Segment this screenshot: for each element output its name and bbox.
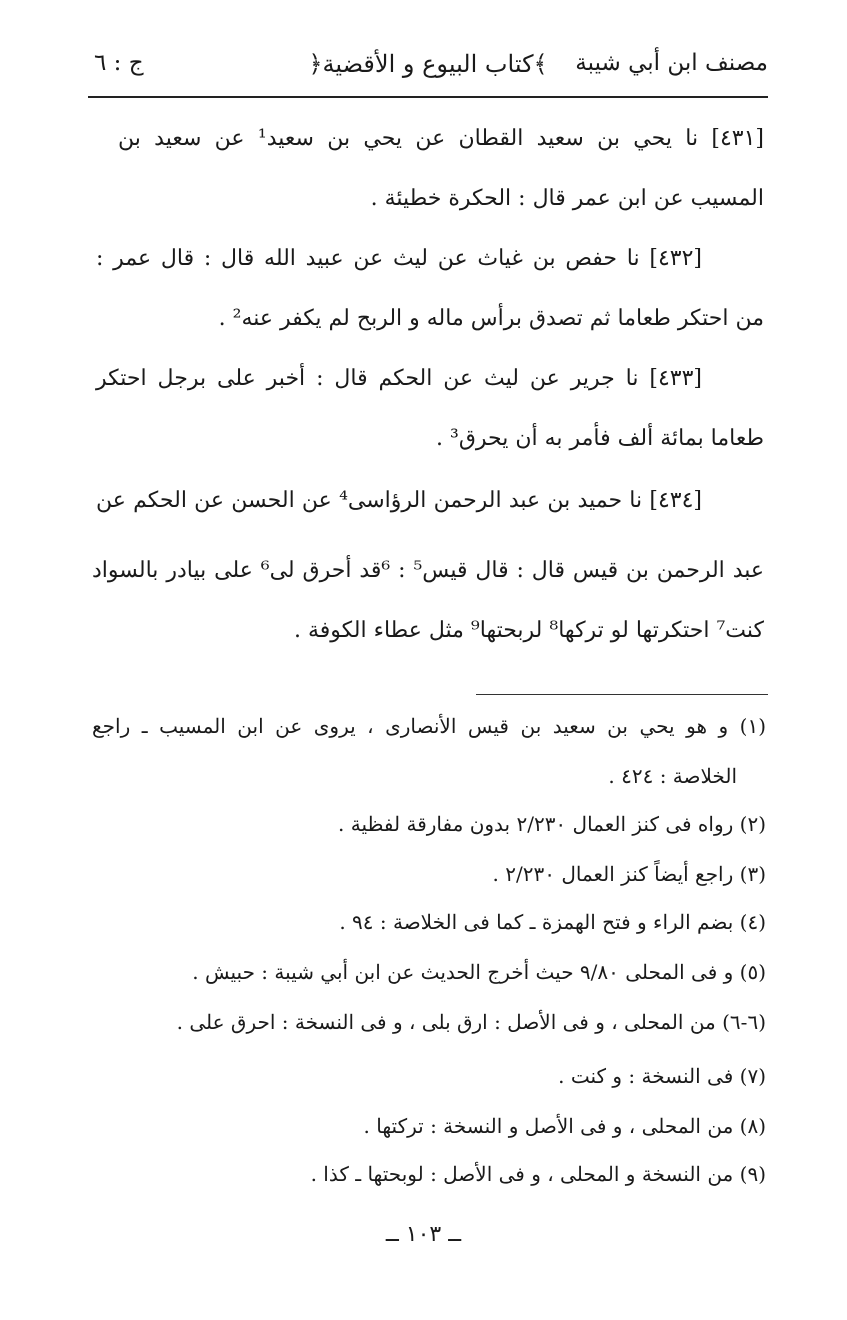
footnote-line: (٥) و فى المحلى ٩/٨٠ حيث أخرج الحديث عن ابن أبي شيبة : حبيش . xyxy=(192,960,766,984)
text-line: [٤٣٢] نا حفص بن غياث عن ليث عن عبيد الله قال : قال عمر : xyxy=(96,246,702,271)
footnote-line: (٤) بضم الراء و فتح الهمزة ـ كما فى الخلاصة : ٩٤ . xyxy=(339,910,766,934)
footnote-line: الخلاصة : ٤٢٤ . xyxy=(608,764,737,788)
book-title: مصنف ابن أبي شيبة xyxy=(575,50,768,76)
footnote-separator xyxy=(476,694,768,695)
text-line: [٤٣٤] نا حميد بن عبد الرحمن الرؤاسى⁴ عن الحسن عن الحكم عن xyxy=(96,488,702,513)
footnote-line: (٩) من النسخة و المحلى ، و فى الأصل : لوبحتها ـ كذا . xyxy=(310,1162,766,1186)
chapter-title: ﴿كتاب البيوع و الأقضية﴾ xyxy=(308,50,548,78)
page-number: ــ ١٠٣ ــ xyxy=(385,1222,462,1247)
footnote-line: (١) و هو يحي بن سعيد بن قيس الأنصارى ، يروى عن ابن المسيب ـ راجع xyxy=(92,714,766,738)
text-line: كنت⁷ احتكرتها لو تركها⁸ لربحتها⁹ مثل عطاء الكوفة . xyxy=(293,618,764,643)
text-line: طعاما بمائة ألف فأمر به أن يحرق³ . xyxy=(435,426,764,451)
text-line: المسيب عن ابن عمر قال : الحكرة خطيئة . xyxy=(370,186,764,211)
text-line: عبد الرحمن بن قيس قال : قال قيس⁵ : ⁶قد أحرق لى⁶ على بيادر بالسواد xyxy=(92,558,765,583)
text-line: [٤٣١] نا يحي بن سعيد القطان عن يحي بن سعيد¹ عن سعيد بن xyxy=(118,126,764,151)
footnote-line: (٨) من المحلى ، و فى الأصل و النسخة : تركتها . xyxy=(363,1114,766,1138)
footnote-line: (٢) رواه فى كنز العمال ٢/٢٣٠ بدون مفارقة لفظية . xyxy=(338,812,766,836)
footnote-line: (٧) فى النسخة : و كنت . xyxy=(558,1064,766,1088)
volume-number: ج : ٦ xyxy=(94,50,144,76)
text-line: [٤٣٣] نا جرير عن ليث عن الحكم قال : أخبر على برجل احتكر xyxy=(96,366,702,391)
text-line: من احتكر طعاما ثم تصدق برأس ماله و الربح لم يكفر عنه² . xyxy=(218,306,764,331)
footnote-line: (٣) راجع أيضاً كنز العمال ٢/٢٣٠ . xyxy=(492,862,766,886)
footnote-line: (٦-٦) من المحلى ، و فى الأصل : ارق بلى ، و فى النسخة : احرق على . xyxy=(176,1010,766,1034)
running-header xyxy=(88,40,768,98)
